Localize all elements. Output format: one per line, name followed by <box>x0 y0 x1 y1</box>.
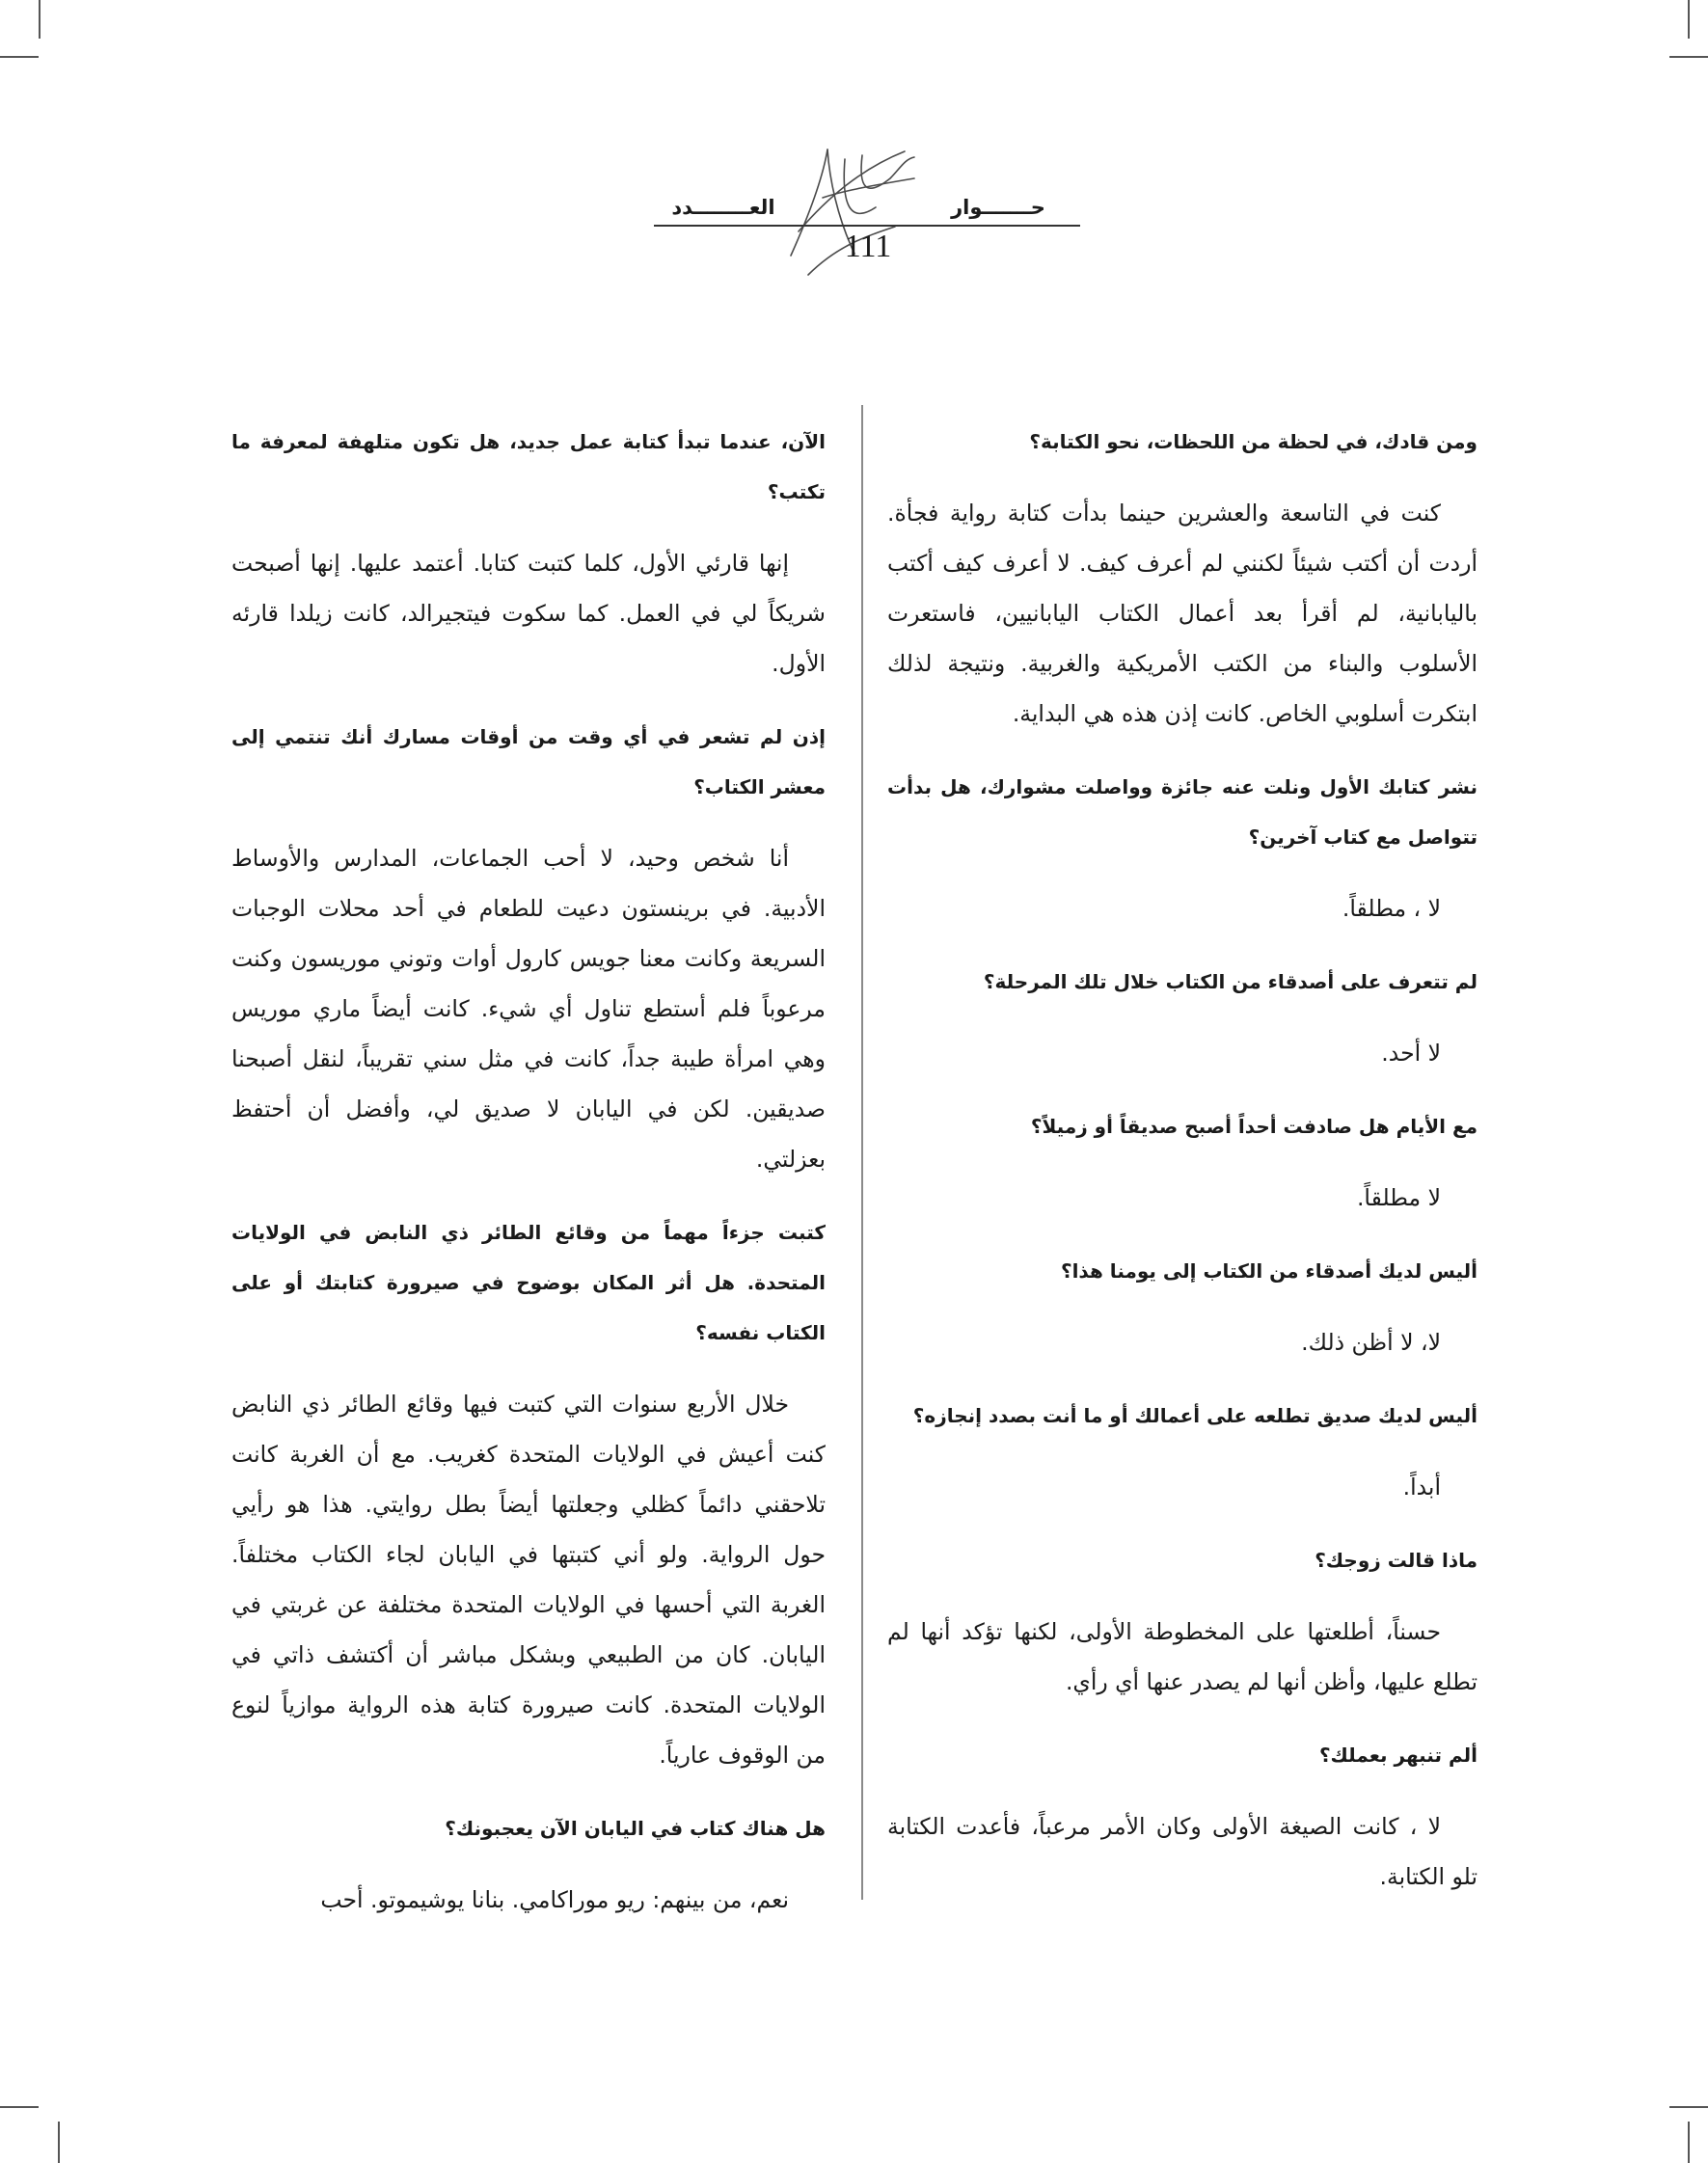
page-number: 111 <box>844 229 892 264</box>
crop-mark <box>1669 2106 1708 2108</box>
interview-answer: إنها قارئي الأول، كلما كتبت كتابا. أعتمد عليها. إنها أصبحت شريكاً لي في العمل. كما سكوت فيتجيرالد، كانت زيلدا قارئه الأول. <box>231 550 826 677</box>
crop-mark <box>1669 56 1708 58</box>
interview-question: ومن قادك، في لحظة من اللحظات، نحو الكتابة؟ <box>1029 430 1478 453</box>
page-header <box>627 140 1080 284</box>
column-divider <box>861 405 863 1900</box>
interview-question: لم تتعرف على أصدقاء من الكتاب خلال تلك المرحلة؟ <box>983 970 1478 993</box>
interview-answer: لا مطلقاً. <box>1356 1184 1441 1211</box>
issue-section-label: العــــــــدد <box>671 196 775 219</box>
crop-mark <box>39 0 41 39</box>
crop-mark <box>1688 2122 1690 2163</box>
interview-question: مع الأيام هل صادفت أحداً أصبح صديقاً أو زميلاً؟ <box>1030 1115 1478 1138</box>
crop-mark <box>0 56 39 58</box>
interview-question: ألم تنبهر بعملك؟ <box>1318 1744 1478 1767</box>
interview-answer: أنا شخص وحيد، لا أحب الجماعات، المدارس والأوساط الأدبية. في برينستون دعيت للطعام في أحد محلات الوجبات السريعة وكانت معنا جويس كارول أوات وتوني موريسون وكنت مرعوباً فلم أستطع تناول أي شيء. كانت أيضاً ماري موريس وهي امرأة طيبة جداً، كانت في مثل سني تقريباً، لنقل أصبحنا صديقين. لكن في اليابان لا صديق لي، وأفضل أن أحتفظ بعزلتي. <box>231 845 826 1173</box>
interview-answer: نعم، من بينهم: ريو موراكامي. بنانا يوشيموتو. أحب <box>320 1886 789 1913</box>
interview-question: أليس لديك أصدقاء من الكتاب إلى يومنا هذا؟ <box>1060 1259 1478 1283</box>
interview-answer: لا ، كانت الصيغة الأولى وكان الأمر مرعباً، فأعدت الكتابة تلو الكتابة. <box>887 1813 1478 1890</box>
interview-question: كتبت جزءاً مهماً من وقائع الطائر ذي النابض في الولايات المتحدة. هل أثر المكان بوضوح في صيرورة كتابتك أو على الكتاب نفسه؟ <box>231 1221 826 1344</box>
crop-mark <box>0 2106 39 2108</box>
crop-mark <box>58 2122 60 2163</box>
interview-question: أليس لديك صديق تطلعه على أعمالك أو ما أنت بصدد إنجازه؟ <box>912 1404 1478 1427</box>
header-rule <box>654 225 1080 227</box>
interview-answer: أبداً. <box>1402 1474 1441 1501</box>
interview-question: ماذا قالت زوجك؟ <box>1315 1549 1478 1572</box>
interview-question: هل هناك كتاب في اليابان الآن يعجبونك؟ <box>445 1817 826 1840</box>
interview-answer: كنت في التاسعة والعشرين حينما بدأت كتابة رواية فجأة. أردت أن أكتب شيئاً لكنني لم أعرف كيف. لا أعرف كيف أكتب باليابانية، لم أقرأ بعد أعمال الكتاب اليابانيين، فاستعرت الأسلوب والبناء من الكتب الأمريكية والغربية. ونتيجة لذلك ابتكرت أسلوبي الخاص. كانت إذن هذه هي البداية. <box>887 500 1478 727</box>
interview-answer: خلال الأربع سنوات التي كتبت فيها وقائع الطائر ذي النابض كنت أعيش في الولايات المتحدة كغريب. مع أن الغربة كانت تلاحقني دائماً كظلي وجعلتها أيضاً بطل روايتي. هذا هو رأيي حول الرواية. ولو أني كتبتها في اليابان لجاء الكتاب مختلفاً. الغربة التي أحسها في الولايات المتحدة مختلفة عن غربتي في اليابان. كان من الطبيعي وبشكل مباشر أن أكتشف ذاتي في الولايات المتحدة. كانت صيرورة كتابة هذه الرواية موازياً لنوع من الوقوف عارياً. <box>231 1391 826 1769</box>
interview-section-label: حـــــــوار <box>951 196 1045 219</box>
interview-question: نشر كتابك الأول ونلت عنه جائزة وواصلت مشوارك، هل بدأت تتواصل مع كتاب آخرين؟ <box>887 775 1478 849</box>
interview-answer: لا، لا أظن ذلك. <box>1301 1329 1441 1356</box>
crop-mark <box>1688 0 1690 39</box>
interview-answer: لا ، مطلقاً. <box>1342 895 1441 922</box>
interview-question: الآن، عندما تبدأ كتابة عمل جديد، هل تكون متلهفة لمعرفة ما تكتب؟ <box>231 430 826 503</box>
right-column <box>887 417 1478 1925</box>
interview-answer: لا أحد. <box>1381 1040 1441 1067</box>
left-column <box>231 417 826 1948</box>
interview-question: إذن لم تشعر في أي وقت من أوقات مسارك أنك تنتمي إلى معشر الكتاب؟ <box>231 725 826 798</box>
interview-answer: حسناً، أطلعتها على المخطوطة الأولى، لكنها تؤكد أنها لم تطلع عليها، وأظن أنها لم يصدر عنها أي رأي. <box>887 1618 1478 1695</box>
